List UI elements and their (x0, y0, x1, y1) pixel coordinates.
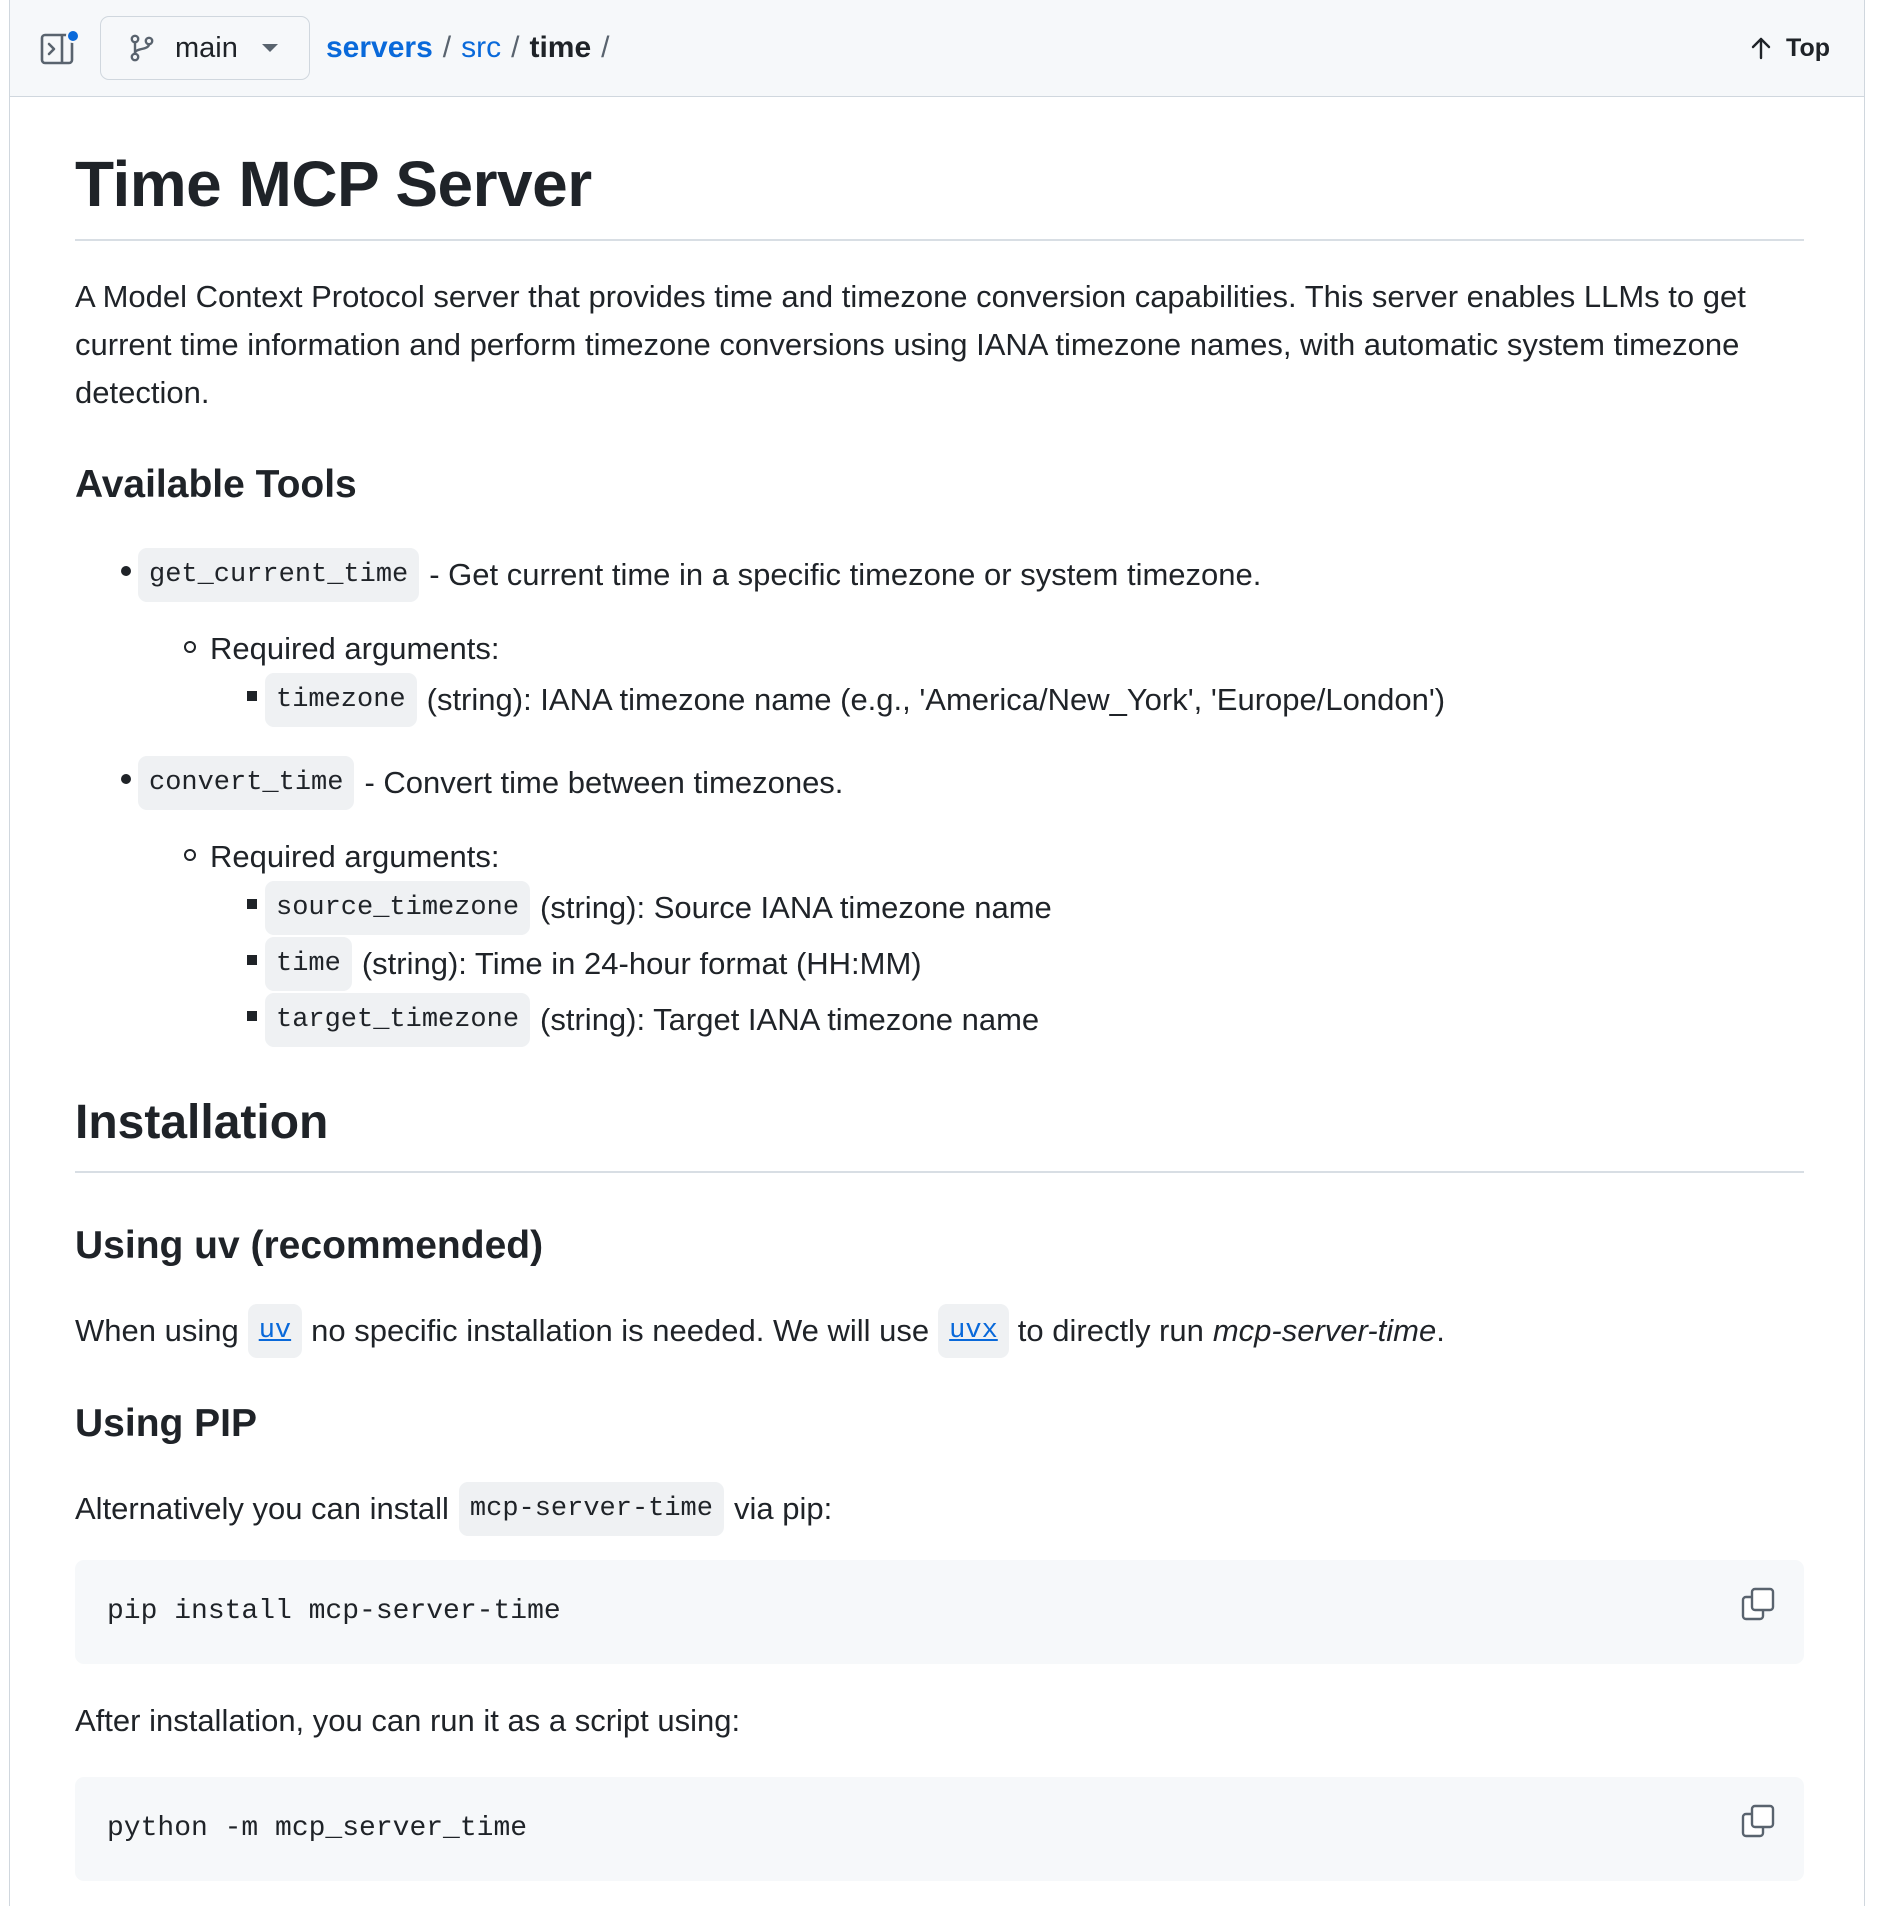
sidebar-toggle-button[interactable] (40, 27, 86, 69)
after-install-paragraph: After installation, you can run it as a script using: (75, 1703, 741, 1738)
list-bullet (247, 691, 257, 701)
breadcrumb-separator: / (511, 31, 520, 64)
arg-description: (string): Target IANA timezone name (540, 1002, 1040, 1037)
uv-paragraph (75, 1304, 1445, 1358)
args-label: Required arguments: (210, 631, 500, 666)
package-name-italic: mcp-server-time (1212, 1313, 1437, 1348)
uv-text-before: When using (75, 1313, 239, 1348)
pip-heading: Using PIP (75, 1402, 258, 1445)
uv-link[interactable]: uv (248, 1304, 302, 1358)
breadcrumb-current: time (529, 31, 592, 64)
tool-name-code: get_current_time (138, 548, 419, 602)
list-item-arg (265, 673, 1445, 727)
arrow-up-icon (1748, 35, 1774, 61)
tool-description: - Convert time between timezones. (364, 765, 844, 800)
notification-dot (66, 29, 80, 43)
arg-description: (string): IANA timezone name (e.g., 'America/New_York', 'Europe/London') (426, 682, 1446, 717)
breadcrumb-separator: / (601, 31, 610, 64)
uv-text-after: to directly run (1017, 1313, 1204, 1348)
copy-icon[interactable] (1740, 1803, 1776, 1839)
breadcrumb (326, 28, 620, 68)
branch-selector-button[interactable] (100, 16, 310, 80)
list-item-tool (138, 548, 1261, 602)
title-divider (75, 239, 1804, 241)
run-code-block (75, 1777, 1804, 1881)
list-item-arg (265, 881, 1052, 935)
pip-text-before: Alternatively you can install (75, 1491, 449, 1526)
list-bullet (247, 1011, 257, 1021)
pip-command: pip install mcp-server-time (107, 1596, 561, 1627)
tool-description: - Get current time in a specific timezone or system timezone. (429, 557, 1262, 592)
arg-description: (string): Source IANA timezone name (540, 890, 1052, 925)
copy-icon[interactable] (1740, 1586, 1776, 1622)
git-branch-icon (127, 33, 157, 63)
pip-code-block (75, 1560, 1804, 1664)
list-item-arg (265, 993, 1039, 1047)
back-to-top-label: Top (1786, 33, 1830, 62)
breadcrumb-src-link[interactable]: src (461, 31, 502, 64)
tool-name-code: convert_time (138, 756, 354, 810)
list-bullet (184, 641, 196, 653)
list-bullet (247, 899, 257, 909)
tools-heading: Available Tools (75, 463, 357, 506)
readme-frame (9, 0, 1865, 1906)
uv-text-middle: no specific installation is needed. We will use (311, 1313, 930, 1348)
list-bullet (121, 774, 131, 784)
arg-name-code: source_timezone (265, 881, 530, 935)
breadcrumb-repo-link[interactable]: servers (326, 31, 433, 64)
args-label: Required arguments: (210, 839, 500, 874)
list-item-args-label (210, 834, 500, 880)
pip-text-after: via pip: (733, 1491, 833, 1526)
uvx-link[interactable]: uvx (938, 1304, 1009, 1358)
uv-heading: Using uv (recommended) (75, 1224, 544, 1267)
uv-text-end: . (1436, 1313, 1445, 1348)
pip-package-code: mcp-server-time (459, 1482, 724, 1536)
list-bullet (184, 849, 196, 861)
breadcrumb-separator: / (442, 31, 452, 64)
list-bullet (247, 955, 257, 965)
arg-name-code: time (265, 937, 352, 991)
branch-label: main (175, 31, 238, 64)
list-item-args-label (210, 626, 500, 672)
file-header (10, 0, 1864, 97)
run-command: python -m mcp_server_time (107, 1813, 528, 1844)
list-item-arg (265, 937, 922, 991)
installation-divider (75, 1171, 1804, 1173)
pip-paragraph (75, 1482, 832, 1536)
installation-heading: Installation (75, 1096, 329, 1149)
list-bullet (121, 566, 131, 576)
arg-name-code: timezone (265, 673, 417, 727)
list-item-tool (138, 756, 843, 810)
arg-description: (string): Time in 24-hour format (HH:MM) (361, 946, 922, 981)
back-to-top-button[interactable] (1748, 28, 1830, 68)
page-title: Time MCP Server (75, 148, 592, 220)
caret-down-icon (262, 44, 278, 52)
intro-paragraph: A Model Context Protocol server that provides time and timezone conversion capabilities. This server enables LLMs to get current time information and perform timezone conversions using IANA timezone names, with automatic system timezone detection. (75, 279, 1746, 410)
arg-name-code: target_timezone (265, 993, 530, 1047)
